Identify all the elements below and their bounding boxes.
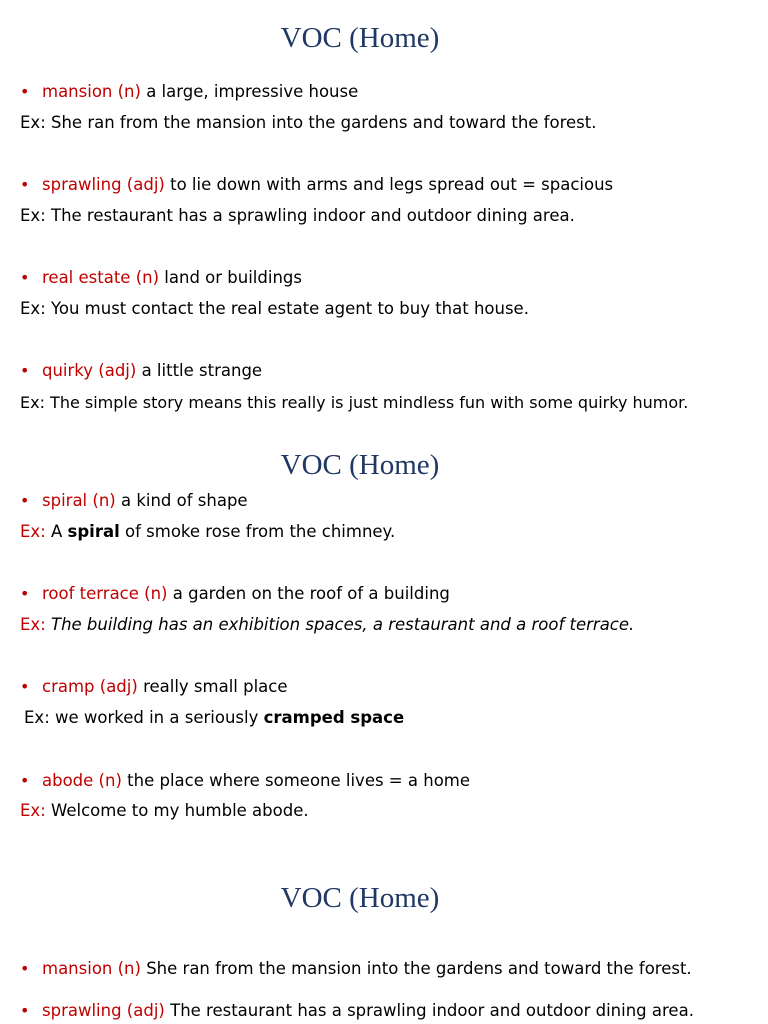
vocab-definition: She ran from the mansion into the gardens and toward the forest. [146, 959, 692, 978]
vocab-term: real estate (n) [42, 268, 160, 287]
vocab-term: roof terrace (n) [42, 584, 168, 603]
section-title: VOC (Home) [280, 449, 440, 481]
example-text: Welcome to my humble abode. [51, 801, 309, 820]
vocab-term: cramp (adj) [42, 677, 138, 696]
example-highlight: spiral [67, 522, 120, 541]
example-text: Ex: we worked in a seriously [24, 708, 259, 727]
vocab-term: sprawling (adj) [42, 1001, 165, 1020]
vocab-entry [42, 177, 613, 194]
vocab-term: abode (n) [42, 771, 122, 790]
vocab-example [24, 710, 404, 727]
bullet-icon: • [20, 677, 30, 696]
vocab-entry [42, 773, 470, 790]
bullet-icon: • [20, 584, 30, 603]
vocab-definition: land or buildings [164, 268, 302, 287]
bullet-icon: • [20, 361, 30, 380]
bullet-icon: • [20, 268, 30, 287]
vocab-definition: really small place [143, 677, 288, 696]
bullet-icon: • [20, 1001, 30, 1020]
example-text: The building has an exhibition spaces, a restaurant and a roof terrace. [51, 615, 635, 634]
section-title: VOC (Home) [280, 882, 440, 914]
vocab-definition: a garden on the roof of a building [172, 584, 450, 603]
vocab-term: spiral (n) [42, 491, 116, 510]
vocab-term: mansion (n) [42, 959, 141, 978]
bullet-icon: • [20, 175, 30, 194]
vocab-definition: the place where someone lives = a home [127, 771, 471, 790]
vocab-entry [42, 270, 302, 287]
bullet-icon: • [20, 491, 30, 510]
vocab-entry [42, 586, 450, 603]
example-label: Ex: [20, 801, 46, 820]
bullet-icon: • [20, 771, 30, 790]
vocab-example: Ex: The simple story means this really is just mindless fun with some quirky humor. [20, 393, 689, 412]
vocab-term: quirky (adj) [42, 361, 137, 380]
vocab-term: sprawling (adj) [42, 175, 165, 194]
example-text: of smoke rose from the chimney. [125, 522, 396, 541]
vocab-entry [42, 493, 248, 510]
example-highlight: cramped space [263, 708, 405, 727]
section-title: VOC (Home) [280, 22, 440, 54]
vocab-entry [42, 1003, 694, 1020]
vocab-entry [42, 84, 358, 101]
vocab-example: Ex: You must contact the real estate agent to buy that house. [20, 299, 529, 318]
vocab-definition: to lie down with arms and legs spread out = spacious [170, 175, 614, 194]
vocab-definition: a large, impressive house [146, 82, 359, 101]
example-text: A [51, 522, 63, 541]
vocab-example: Ex: The restaurant has a sprawling indoor and outdoor dining area. [20, 206, 575, 225]
vocab-definition: a kind of shape [120, 491, 248, 510]
bullet-icon: • [20, 82, 30, 101]
vocab-example [20, 617, 634, 634]
vocab-example [20, 524, 395, 541]
vocab-definition: a little strange [141, 361, 263, 380]
vocab-term: mansion (n) [42, 82, 141, 101]
vocab-entry [42, 363, 262, 380]
vocab-definition: The restaurant has a sprawling indoor and outdoor dining area. [170, 1001, 694, 1020]
bullet-icon: • [20, 959, 30, 978]
example-label: Ex: [20, 615, 46, 634]
example-label: Ex: [20, 522, 46, 541]
vocab-example: Ex: She ran from the mansion into the gardens and toward the forest. [20, 113, 597, 132]
vocab-entry [42, 679, 288, 696]
vocab-example [20, 803, 309, 820]
vocab-entry [42, 961, 692, 978]
